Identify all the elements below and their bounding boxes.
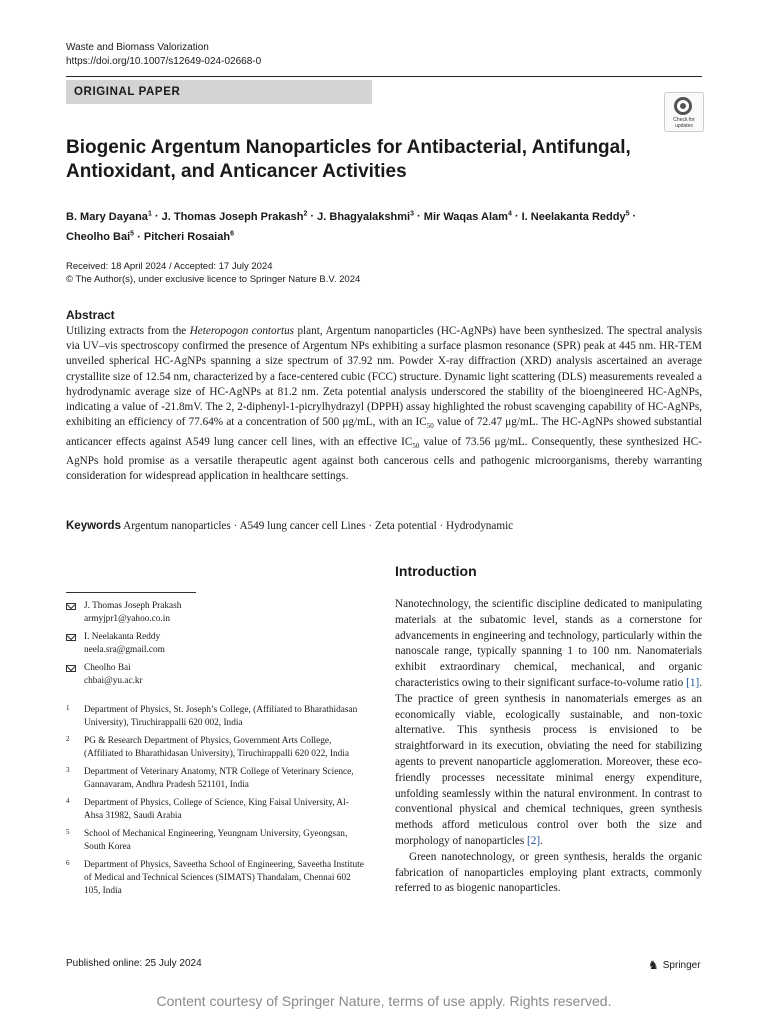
citation-link[interactable]: [1] bbox=[686, 676, 700, 689]
author[interactable]: J. Thomas Joseph Prakash$^2$ bbox=[161, 210, 308, 223]
keywords-text: Argentum nanoparticles · A549 lung cancer cell Lines · Zeta potential · Hydrodynamic bbox=[123, 520, 514, 532]
paper-title: Biogenic Argentum Nanoparticles for Antibacterial, Antifungal, Antioxidant, and Anticancer Activities bbox=[66, 137, 631, 182]
citation-link[interactable]: [2] bbox=[527, 834, 541, 847]
author[interactable]: I. Neelakanta Reddy$^5$ bbox=[521, 210, 630, 223]
keywords bbox=[66, 519, 702, 534]
email-link[interactable]: neela.sra@gmail.com bbox=[84, 645, 165, 655]
correspondence-item: I. Neelakanta Reddy neela.sra@gmail.com bbox=[66, 631, 366, 657]
paragraph: Green nanotechnology, or green synthesis, heralds the organic fabrication of nanoparticles employing plant extracts, commonly referred to as biogenic nanoparticles. bbox=[395, 850, 702, 895]
email-link[interactable]: chbai@yu.ac.kr bbox=[84, 676, 143, 686]
author[interactable]: Mir Waqas Alam$^4$ bbox=[423, 210, 512, 223]
journal-header bbox=[66, 41, 261, 69]
envelope-icon bbox=[66, 665, 76, 672]
courtesy-notice: Content courtesy of Springer Nature, terms of use apply. Rights reserved. bbox=[156, 993, 612, 1009]
envelope-icon bbox=[66, 603, 76, 610]
introduction-text bbox=[395, 597, 702, 897]
doi-link[interactable]: https://doi.org/10.1007/s12649-024-02668-0 bbox=[66, 56, 262, 67]
affiliation: 3 Department of Veterinary Anatomy, NTR College of Veterinary Science, Gannavaram, Andhra Pradesh 521101, India bbox=[66, 766, 354, 790]
springer-horse-icon: ♞ bbox=[648, 958, 659, 972]
copyright-line: © The Author(s), under exclusive licence to Springer Nature B.V. 2024 bbox=[66, 274, 361, 285]
author[interactable]: Cheolho Bai$^5$ bbox=[66, 230, 135, 244]
abstract-text: Utilizing extracts from the Heteropogon contortus plant, Argentum nanoparticles (HC-AgNPs) have been synthesized. The spectral analysis via UV–vis spectroscopy confirmed the presence of Argentum NPs exhibiting a surface plasmon resonance (SPR) peak at 445 nm. HR-TEM unveiled spherical HC-AgNPs spanning a size spectrum of 37.92 nm. Powder X-ray diffraction (XRD) analysis ascertained an average crystallite size of 12.54 nm, characterized by a face-centered cubic (FCC) structure. Dynamic light scattering (DLS) measurements revealed a hydrodynamic average size of HC-AgNPs at 81.2 nm. Zeta potential analysis underscored the stability of the bioengineered HC-AgNPs, indicating a value of -21.8mV. The 2, 2-diphenyl-1-picrylhydrazyl (DPPH) assay highlighted the robust scavenging capability of HC-AgNPs, exhibiting an efficiency of 77.64% at a concentration of 500 μg/mL, with an $IC_{50}$ value of 72.47 μg/mL. The HC-AgNPs showed substantial anticancer effects against A549 lung cancer cell lines, with an effective $IC_{50}$ value of 73.56 μg/mL. Consequently, these synthesized HC-AgNPs hold promise as a versatile therapeutic agent against both cancerous cells and pathogenic microorganisms, thereby warranting consideration for widespread application in healthcare settings. bbox=[66, 325, 702, 483]
correspondence-item: J. Thomas Joseph Prakash armyjpr1@yahoo.co.in bbox=[66, 600, 366, 626]
check-updates-label: Check for updates bbox=[673, 117, 695, 129]
affiliation: 2 PG & Research Department of Physics, Government Arts College, (Affiliated to Bharathidasan University), Tiruchirappalli 620 022, India bbox=[66, 735, 349, 759]
header-divider bbox=[66, 76, 702, 77]
author[interactable]: B. Mary Dayana$^1$ bbox=[66, 210, 152, 223]
footnote-divider bbox=[66, 592, 196, 593]
author[interactable]: Pitcheri Rosaiah$^6$ bbox=[143, 230, 234, 244]
published-date: Published online: 25 July 2024 bbox=[66, 958, 202, 969]
correspondence-item: Cheolho Bai chbai@yu.ac.kr bbox=[66, 662, 366, 688]
introduction-heading: Introduction bbox=[395, 563, 477, 579]
author-list: B. Mary Dayana$^1$ · J. Thomas Joseph Prakash$^2$ · J. Bhagyalakshmi$^3$ · Mir Waqas Alam$^4$ · I. Neelakanta Reddy$^5$ · Cheolho Bai$^5$ · Pitcheri Rosaiah$^6$ bbox=[66, 210, 637, 244]
affiliation: 5 School of Mechanical Engineering, Yeungnam University, Gyeongsan, South Korea bbox=[66, 828, 348, 852]
affiliations-list bbox=[66, 704, 366, 903]
affiliation: 4 Department of Physics, College of Science, King Faisal University, Al-Ahsa 31982, Saudi Arabia bbox=[66, 797, 349, 821]
abstract-heading: Abstract bbox=[66, 308, 115, 322]
email-link[interactable]: armyjpr1@yahoo.co.in bbox=[84, 614, 171, 624]
correspondence-list bbox=[66, 600, 366, 693]
publisher-logo: ♞ Springer bbox=[648, 958, 701, 972]
article-dates bbox=[66, 260, 360, 286]
journal-name: Waste and Biomass Valorization bbox=[66, 42, 209, 53]
author[interactable]: J. Bhagyalakshmi$^3$ bbox=[317, 210, 414, 223]
keywords-label: Keywords bbox=[66, 520, 121, 532]
check-for-updates-button[interactable] bbox=[664, 92, 704, 132]
article-type-badge: ORIGINAL PAPER bbox=[66, 80, 372, 104]
paragraph: Nanotechnology, the scientific discipline dedicated to manipulating materials at the subatomic level, stands as a cornerstone for advancements in engineering and technology, particularly within the nanoscale range, typically spanning 1 to 100 nm. Nanomaterials exhibit extraordinary chemical, mechanical, and organic characteristics owing to their significant surface-to-volume ratio [1]. The practice of green synthesis in nanomaterials emerges as an economically viable, ecologically sustainable, and non-toxic alternative. This synthesis process is envisioned to be straightforward in its execution, obviating the need for stabilizing agents to prevent nanoparticle agglomeration. Moreover, these eco-friendly processes necessitate minimal energy expenditure, unfolding seamlessly within the natural environment. In contrast to conventional physical and chemical techniques, green synthesis methods afford meticulous control over both the size and morphology of nanoparticles [2]. bbox=[395, 598, 702, 847]
affiliation: 6 Department of Physics, Saveetha School of Engineering, Saveetha Institute of Medical and Technical Sciences (SIMATS) Thandalam, Chennai 602 105, India bbox=[66, 859, 364, 896]
envelope-icon bbox=[66, 634, 76, 641]
received-accepted: Received: 18 April 2024 / Accepted: 17 July 2024 bbox=[66, 261, 273, 272]
affiliation: 1 Department of Physics, St. Joseph’s College, (Affiliated to Bharathidasan University), Tiruchirappalli 620 002, India bbox=[66, 704, 358, 728]
check-updates-icon bbox=[674, 97, 692, 115]
